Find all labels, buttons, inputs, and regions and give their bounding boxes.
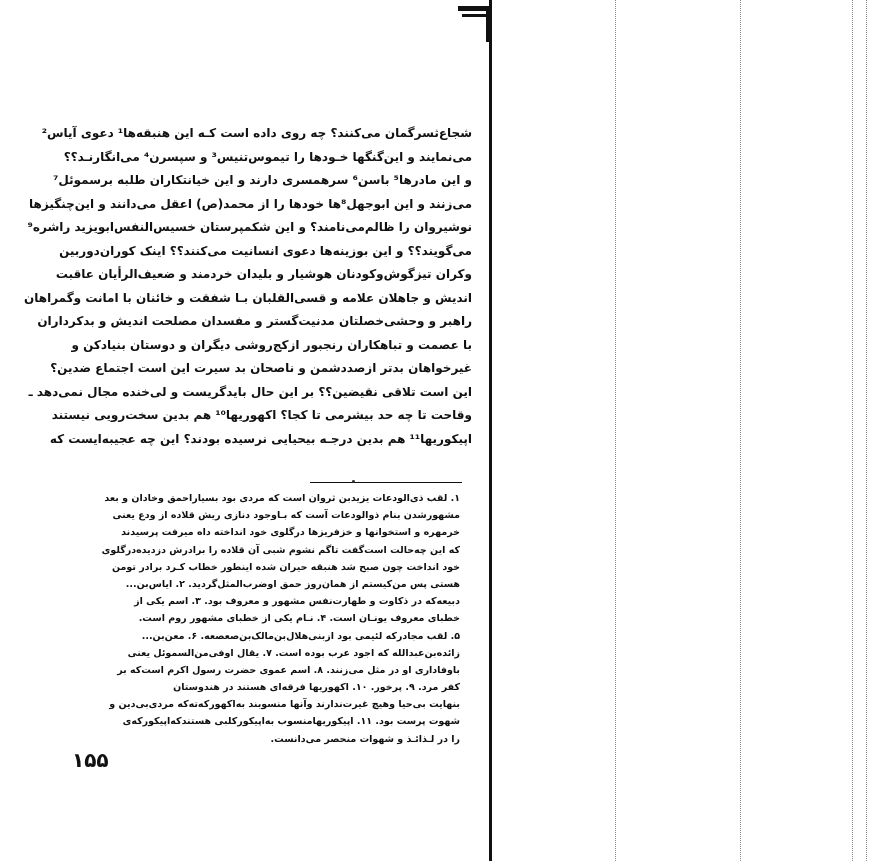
spine-rule-2	[740, 0, 741, 861]
footnotes	[55, 490, 460, 748]
scan-speck	[352, 480, 355, 483]
footnote-line: باوفاداری او در مثل می‌زنند. ۸. اسم عموی حضرت رسول اکرم است‌که بر	[117, 664, 460, 676]
page-edge-left	[489, 0, 492, 861]
spine-rule-1	[615, 0, 616, 861]
footnote-line: مشهورشدن بنام ذوالودعات آست که بـاوجود دنازی ریش قلاده از ودع یعنی	[112, 510, 460, 522]
body-line: وکران تیزگوش‌وکودنان هوشیار و بلیدان خردمند و ضعیف‌الرأیان عاقبت	[55, 267, 472, 281]
footnote-line: خود انداخت چون صبح شد هنبقه حیران شده اینطور خطاب کـرد برادر تومن	[111, 561, 460, 573]
footnote-line: کفر مرد. ۹. پرخور. ۱۰. اکهوریها فرقه‌ای هستند در هندوستان	[173, 682, 460, 694]
footnote-separator	[310, 482, 462, 483]
body-line: راهبر و وحشی‌خصلتان مدنیت‌گستر و مفسدان مصلحت اندیش و بدکرداران	[37, 314, 472, 328]
footnote-line: دبیعه‌که در ذکاوت و طهارت‌نفس مشهور و معروف بود. ۳. اسم یکی از	[134, 596, 460, 608]
body-line: این است تلاقی نقیضین؟؟ بر این حال بایدگریست و لی‌خنده مجال نمی‌دهد ـ	[28, 384, 472, 399]
spine-rule-3	[852, 0, 853, 861]
footnote-line: را در لـذائـذ و شهوات منحصر می‌دانست.	[270, 733, 460, 745]
body-line: نوشیروان را ظالم‌می‌نامند؟ و این شکمپرستان خسیس‌النفس‌ابویزید راشره⁹	[27, 220, 472, 234]
corner-stub	[486, 6, 490, 42]
footnote-line: خرمهره و استخوانها و خزفریزها درگلوی خود انداخته داه میرفت پرسیدند	[121, 527, 460, 539]
footnote-line: بنهایت بی‌حیا وهیچ غیرت‌ندارند وآنها منسوبند به‌اکهورکه‌ته‌که مردی‌بی‌دین و	[109, 699, 460, 711]
footnote-line: ۱. لقب ذی‌الودعات یزیدبن ثروان است که مردی بود بسیاراحمق وخادان و بعد	[104, 493, 460, 504]
body-line: اندیش و جاهلان علامه و قسی‌القلبان بـا شفقت و خائنان با امانت وگمراهان	[24, 290, 472, 305]
footnote-line: ۵. لقب مجادرکه لئیمی بود ازبنی‌هلال‌بن‌مالک‌بن‌صعصعه. ۶. معن‌بن‌...	[141, 630, 460, 642]
body-line: شجاع‌ثسرگمان می‌کنند؟ چه روی داده است کـه این هنبقه‌ها¹ دعوی آیاس²	[41, 126, 472, 140]
body-text	[24, 122, 472, 451]
body-line: می‌نمایند و این‌گنگها خـودها را تیموس‌تنیس³ و سپسرن⁴ می‌انگارنـد؟؟	[63, 149, 472, 164]
corner-bar-inner	[462, 14, 488, 17]
body-line: می‌گویند؟؟ و این بوزینه‌ها دعوی انسانیت می‌کنند؟؟ اینک کوران‌دوربین	[59, 243, 472, 258]
body-line: با عصمت و تباهکاران رنجبور ازکج‌روشی دیگران و دوستان بنیادکن و	[71, 337, 472, 352]
body-line: وقاحت تا چه حد بیشرمی تا کجا؟ اکهوریها¹⁰ هم بدین سخت‌رویی نیستند	[51, 408, 472, 422]
footnote-line: زائده‌بن‌عبدالله که اجود عرب بوده است. ۷. یقال اوفی‌من‌السموئل یعنی	[127, 647, 460, 659]
footnote-line: خطبای معروف یونـان است. ۴. نـام یکی از خطبای مشهور روم است.	[138, 613, 460, 625]
body-line: اپیکوریها¹¹ هم بدین درجـه بیحیایی نرسیده بودند؟ این چه عجیبه‌ایست که	[49, 431, 472, 446]
body-line: و این مادرها⁵ باسن⁶ سرهمسری دارند و این خیانتکاران طلبه برسموئل⁷	[53, 173, 472, 187]
footnote-line: هستی پس من‌کیستم از همان‌روز حمق اوضرب‌المثل‌گردید. ۲. ایاس‌بن‌...	[125, 578, 460, 590]
body-line: می‌زنند و این ابوجهل⁸ها خودها را از محمد(ص) اعقل می‌دانند و این‌چنگیزها	[29, 196, 472, 211]
page-number: ۱۵۵	[72, 748, 109, 772]
footnote-line: که این چه‌حالت است‌گفت تاگم نشوم شبی آن قلاده را برادرش دزدیده‌درگلوی	[101, 544, 460, 556]
body-line: غیرخواهان بدتر ازصددشمن و ناصحان بد سیرت این است اجتماع ضدین؟	[50, 361, 472, 375]
spine-rule-4	[866, 0, 867, 861]
footnote-line: شهوت پرست بود. ۱۱. اپیکوریهامنسوب به‌اپیکورکلبی هستندکه‌اپیکورکه‌ی	[122, 716, 460, 728]
